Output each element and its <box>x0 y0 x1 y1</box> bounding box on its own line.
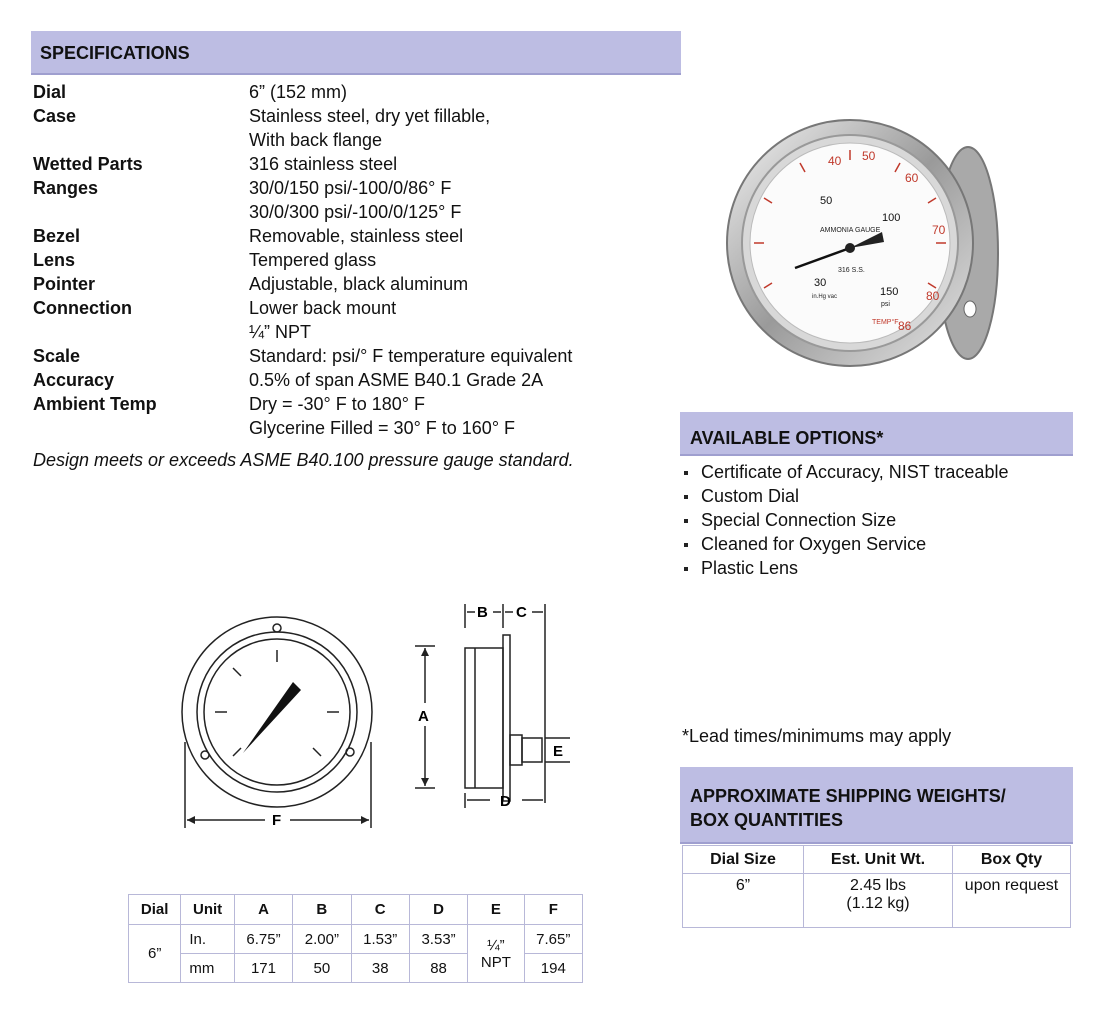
label-f: F <box>272 812 282 829</box>
shipping-box-qty: upon request <box>953 874 1071 928</box>
table-cell: 1.53” <box>351 925 409 954</box>
table-cell: 88 <box>409 954 467 983</box>
spec-value: 316 stainless steel <box>249 154 398 174</box>
options-header <box>680 412 1073 456</box>
spec-value: Glycerine Filled = 30° F to 160° F <box>249 418 516 438</box>
spec-label: Dial <box>33 82 67 102</box>
label-b: B <box>477 604 488 621</box>
list-item: Cleaned for Oxygen Service <box>682 532 1008 556</box>
shipping-weight-kg: (1.12 kg) <box>846 895 910 912</box>
table-cell: 3.53” <box>409 925 467 954</box>
temp-tick-86: 86 <box>898 319 912 333</box>
dim-header: Dial <box>129 895 181 925</box>
options-footnote: *Lead times/minimums may apply <box>682 726 952 746</box>
dim-header: D <box>409 895 467 925</box>
label-d: D <box>500 793 511 810</box>
dim-header: F <box>524 895 582 925</box>
list-item: Certificate of Accuracy, NIST traceable <box>682 460 1008 484</box>
spec-label: Ranges <box>33 178 99 198</box>
label-e: E <box>553 743 564 760</box>
spec-label: Connection <box>33 298 132 318</box>
spec-value: Tempered glass <box>249 250 377 270</box>
shipping-weight-lbs: 2.45 lbs <box>849 877 907 894</box>
table-cell: 7.65” <box>524 925 582 954</box>
spec-value: Dry = -30° F to 180° F <box>249 394 425 414</box>
spec-label: Accuracy <box>33 370 115 390</box>
spec-label: Ambient Temp <box>33 394 157 414</box>
front-view-drawing <box>175 610 385 835</box>
spec-label: Scale <box>33 346 81 366</box>
specifications-title: SPECIFICATIONS <box>40 43 190 63</box>
shipping-dial-size: 6” <box>683 874 804 928</box>
spec-label: Lens <box>33 250 76 270</box>
temp-tick-50: 50 <box>862 149 876 163</box>
temp-tick-60: 60 <box>905 171 919 185</box>
spec-label: Bezel <box>33 226 81 246</box>
shipping-header-cell: Est. Unit Wt. <box>804 846 953 874</box>
spec-value: Lower back mount <box>249 298 397 318</box>
dim-unit: In. <box>181 925 234 954</box>
dim-header: C <box>351 895 409 925</box>
gauge-dial-title: AMMONIA GAUGE <box>820 227 881 234</box>
table-cell: 194 <box>524 954 582 983</box>
shipping-header-cell: Box Qty <box>953 846 1071 874</box>
psi-tick-100: 100 <box>882 212 901 224</box>
dim-e-bottom: NPT <box>480 953 511 971</box>
front-view-pointer <box>243 682 301 753</box>
dim-dial: 6” <box>129 925 181 983</box>
gauge-temp-label: TEMP°F <box>872 319 899 326</box>
table-cell: 38 <box>351 954 409 983</box>
spec-value: 0.5% of span ASME B40.1 Grade 2A <box>249 370 544 390</box>
options-title: AVAILABLE OPTIONS* <box>690 428 884 448</box>
spec-value: Stainless steel, dry yet fillable, <box>249 106 491 126</box>
spec-value: Adjustable, black aluminum <box>249 274 469 294</box>
temp-tick-80: 80 <box>926 289 940 303</box>
dimensions-table <box>128 894 583 983</box>
spec-value: 30/0/150 psi/-100/0/86° F <box>249 178 452 198</box>
specifications-note: Design meets or exceeds ASME B40.100 pressure gauge standard. <box>33 450 574 470</box>
gauge-material: 316 S.S. <box>838 267 865 274</box>
gauge-unit-psi: psi <box>881 301 890 308</box>
psi-tick-30: 30 <box>814 277 827 289</box>
spec-value: ¼” NPT <box>249 322 312 342</box>
dim-unit: mm <box>181 954 234 983</box>
dim-e-cell <box>468 925 524 983</box>
spec-value: 30/0/300 psi/-100/0/125° F <box>249 202 462 222</box>
dim-header: A <box>234 895 292 925</box>
label-a: A <box>418 708 429 725</box>
shipping-title-line2: BOX QUANTITIES <box>690 810 844 830</box>
list-item: Special Connection Size <box>682 508 1008 532</box>
options-list <box>682 460 1008 580</box>
specifications-header <box>31 31 681 75</box>
dim-header: Unit <box>181 895 234 925</box>
list-item: Plastic Lens <box>682 556 1008 580</box>
psi-tick-50: 50 <box>820 195 833 207</box>
shipping-header <box>680 767 1073 844</box>
table-cell: 6.75” <box>234 925 292 954</box>
temp-tick-70: 70 <box>932 223 946 237</box>
shipping-title-line1: APPROXIMATE SHIPPING WEIGHTS/ <box>690 786 1006 806</box>
shipping-header-cell: Dial Size <box>683 846 804 874</box>
gauge-unit-vac: in.Hg vac <box>812 294 838 300</box>
label-c: C <box>516 604 527 621</box>
temp-tick-40: 40 <box>828 154 842 168</box>
side-view-drawing <box>410 598 580 813</box>
spec-value: Standard: psi/° F temperature equivalent <box>249 346 573 366</box>
gauge-hub <box>845 243 855 253</box>
list-item: Custom Dial <box>682 484 1008 508</box>
gauge-photo <box>700 118 1000 376</box>
dim-header: B <box>293 895 351 925</box>
dim-header: E <box>468 895 524 925</box>
dim-e-top: ¼” <box>487 936 505 954</box>
spec-value: With back flange <box>249 130 383 150</box>
spec-value: Removable, stainless steel <box>249 226 464 246</box>
table-cell: 2.00” <box>293 925 351 954</box>
spec-value: 6” (152 mm) <box>249 82 348 102</box>
psi-tick-150: 150 <box>880 286 899 298</box>
table-cell: 50 <box>293 954 351 983</box>
table-cell: 171 <box>234 954 292 983</box>
spec-label: Wetted Parts <box>33 154 143 174</box>
spec-label: Case <box>33 106 77 126</box>
shipping-table <box>682 845 1071 928</box>
shipping-weight <box>804 874 953 928</box>
spec-label: Pointer <box>33 274 96 294</box>
